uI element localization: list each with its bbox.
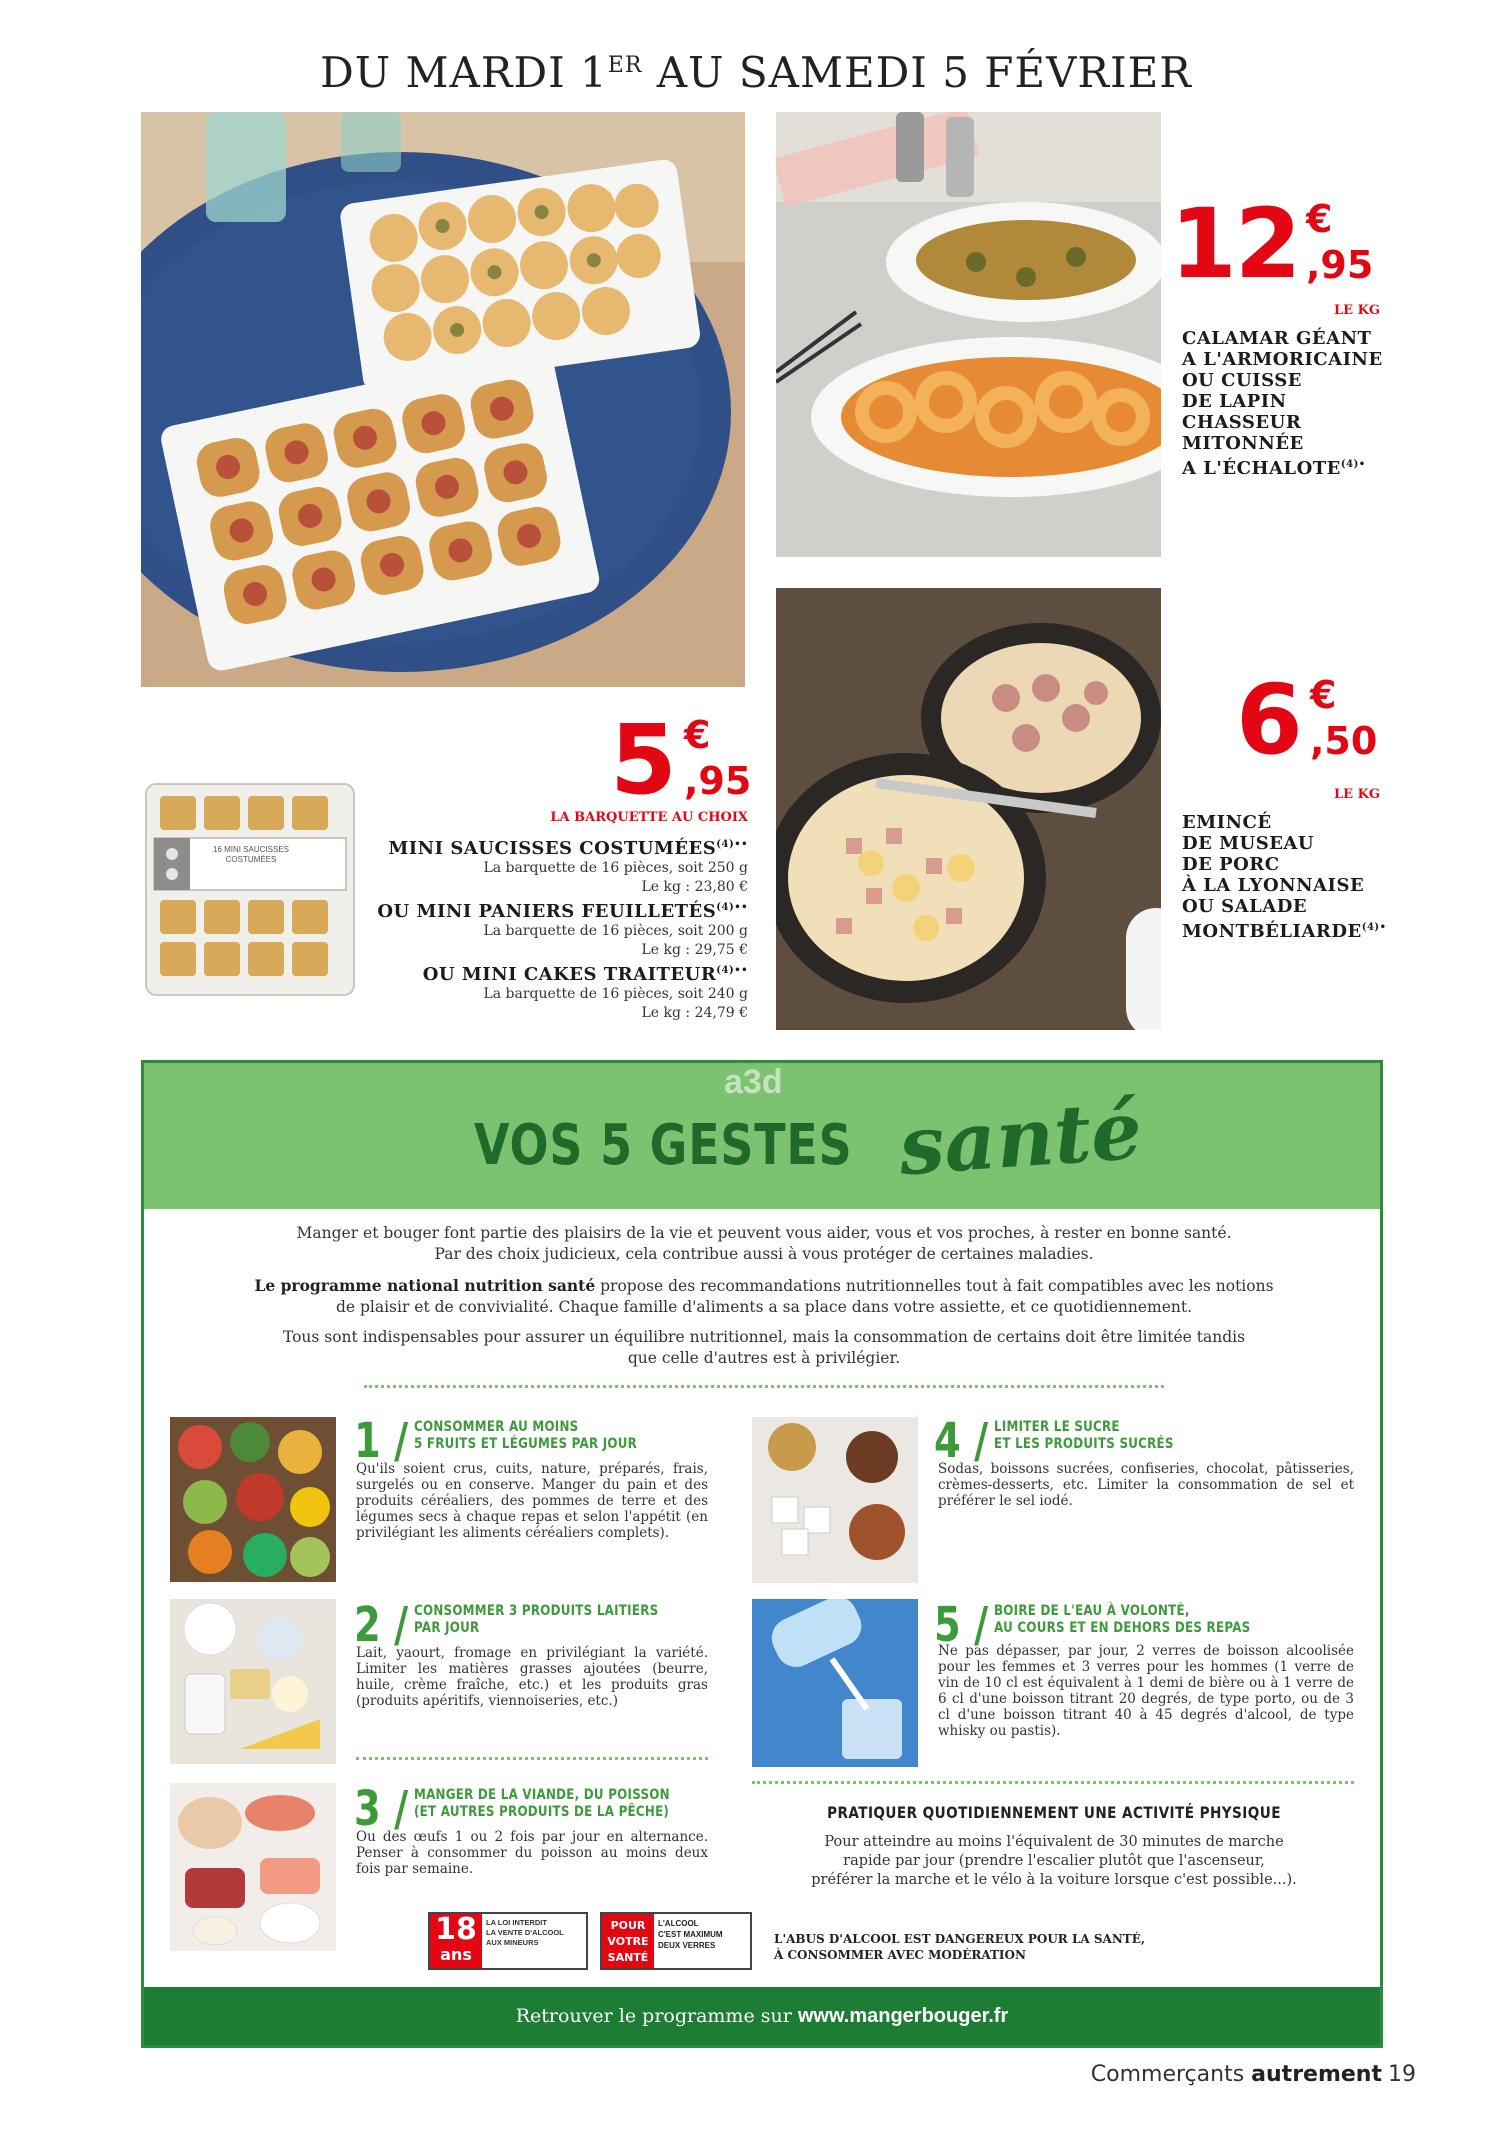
activity-text: Pour atteindre au moins l'équivalent de 30 minutes de marche rapide par jour (prendre l'escalier plutôt que l'ascenseur, préférer la marche et le vélo à la voiture lorsque c'est possible...).: [811, 1834, 1297, 1888]
header-date: DU MARDI 1ER AU SAMEDI 5 FÉVRIER: [320, 48, 1192, 97]
calamar-illustration: [776, 112, 1161, 557]
mini-item-1: MINI SAUCISSES $COSTUMÉES^{(4)••}$ La barquette de 16 pièces, soit 250 g Le kg : 23,80 €: [388, 838, 748, 895]
dairy-icon: [170, 1599, 336, 1764]
page-footer-brand: Commerçants autrement: [1090, 2062, 1382, 2087]
sante-box: [141, 1060, 1383, 2048]
mangerbouger-link[interactable]: www.mangerbouger.fr: [797, 2005, 1009, 2027]
package-label: 16 MINI SAUCISSES COSTUMÉES: [212, 845, 290, 864]
emince-title: EMINCÉ DE MUSEAU DE PORC À LA LYONNAISE OU SALADE $MONTBÉLIARDE^{(4)•}$: [1182, 812, 1387, 942]
sante-header: [144, 1063, 1380, 1209]
logo-pour-votre-sante: POUR VOTRE SANTÉ L'ALCOOL C'EST MAXIMUM DEUX VERRES: [600, 1912, 752, 1970]
geste-1-number: 1 /: [354, 1413, 409, 1469]
geste-3-heading: MANGER DE LA VIANDE, DU POISSON (ET AUTRES PRODUITS DE LA PÊCHE): [414, 1787, 670, 1820]
divider-left: [356, 1757, 708, 1760]
geste-3-number: 3 /: [354, 1781, 409, 1837]
calamar-photo: [776, 112, 1161, 557]
watermark: a3d: [724, 1063, 783, 1101]
geste-5-number: 5 /: [934, 1597, 989, 1653]
mini-package-photo: [144, 782, 356, 997]
sugar-icon: [752, 1417, 918, 1583]
mini-package-illustration: [144, 782, 356, 997]
mini-item-3: OU MINI CAKES $TRAITEUR^{(4)••}$ La barquette de 16 pièces, soit 240 g Le kg : 24,79 €: [422, 964, 748, 1021]
geste-4-image: [752, 1417, 918, 1583]
page-number: 19: [1388, 2062, 1416, 2087]
emince-unit: LE KG: [1334, 787, 1380, 802]
mini-unit: LA BARQUETTE AU CHOIX: [550, 810, 748, 825]
calamar-unit: LE KG: [1334, 303, 1380, 318]
mini-price: 5 € ,95: [610, 704, 752, 816]
calamar-price: 12 € ,95: [1170, 188, 1374, 300]
geste-5-heading: BOIRE DE L'EAU À VOLONTÉ, AU COURS ET EN DEHORS DES REPAS: [994, 1603, 1251, 1636]
mini-item-2: OU MINI PANIERS $FEUILLETÉS^{(4)••}$ La barquette de 16 pièces, soit 200 g Le kg : 29,75 €: [377, 901, 748, 958]
geste-3-text: Ou des œufs 1 ou 2 fois par jour en alternance. Penser à consommer du poisson au moins deux fois par semaine.: [356, 1829, 708, 1877]
divider: [364, 1385, 1164, 1388]
vegetables-icon: [170, 1417, 336, 1582]
sante-footer: Retrouver le programme sur www.mangerbouger.fr: [144, 1987, 1380, 2045]
sante-intro-2: Le programme national nutrition santé propose des recommandations nutritionnelles tout à fait compatibles avec les notions de plaisir et de convivialité. Chaque famille d'aliments a sa place dans votre assiette, et ce quotidiennement.: [254, 1276, 1274, 1316]
activity-title: PRATIQUER QUOTIDIENNEMENT UNE ACTIVITÉ PHYSIQUE: [827, 1803, 1281, 1822]
mini-snacks-photo: [141, 112, 745, 687]
geste-1-text: Qu'ils soient crus, cuits, nature, préparés, frais, surgelés ou en conserve. Manger du pain et des produits céréaliers, des pommes de terre et des légumes secs à chaque repas et selon l'appétit (en privilégiant les aliments céréaliers complets).: [356, 1461, 708, 1541]
sante-title-script: santé: [896, 1082, 1145, 1194]
geste-4-number: 4 /: [934, 1413, 989, 1469]
sante-intro-3: Tous sont indispensables pour assurer un équilibre nutritionnel, mais la consommation de certains doit être limitée tandis que celle d'autres est à privilégier.: [282, 1328, 1246, 1367]
geste-2-image: [170, 1599, 336, 1764]
geste-2-number: 2 /: [354, 1597, 409, 1653]
sante-intro-1: Manger et bouger font partie des plaisirs de la vie et peuvent vous aider, vous et vos proches, à rester en bonne santé. Par des choix judicieux, cela contribue aussi à vous protéger de certaines maladies.: [296, 1224, 1232, 1263]
mini-items: [376, 834, 748, 1023]
geste-3-image: [170, 1783, 336, 1951]
emince-illustration: [776, 588, 1161, 1030]
water-icon: [752, 1599, 918, 1767]
calamar-title: CALAMAR GÉANT A L'ARMORICAINE OU CUISSE DE LAPIN CHASSEUR MITONNÉE A $L'ÉCHALOTE^{(4)•}$: [1182, 328, 1383, 479]
alcohol-warning: L'ABUS D'ALCOOL EST DANGEREUX POUR LA SANTÉ, À CONSOMMER AVEC MODÉRATION: [774, 1932, 1146, 1962]
geste-1-image: [170, 1417, 336, 1582]
geste-2-heading: CONSOMMER 3 PRODUITS LAITIERS PAR JOUR: [414, 1603, 659, 1636]
geste-5-image: [752, 1599, 918, 1767]
geste-2-text: Lait, yaourt, fromage en privilégiant la variété. Limiter les matières grasses ajoutées (beurre, huile, crème fraîche, etc.) et les produits gras (produits apéritifs, viennoiseries, etc.): [356, 1645, 708, 1709]
geste-1-heading: CONSOMMER AU MOINS 5 FRUITS ET LÉGUMES PAR JOUR: [414, 1419, 638, 1452]
divider-right: [752, 1781, 1354, 1784]
geste-5-text: Ne pas dépasser, par jour, 2 verres de boisson alcoolisée pour les femmes et 3 verres pour les hommes (1 verre de vin de 10 cl est équivalent à 1 demi de bière ou à 1 verre de 6 cl d'une boisson titrant 20 degrés, de type porto, ou de 3 cl d'une boisson titrant 40 à 45 degrés d'alcool, de type whisky ou pastis).: [938, 1643, 1354, 1739]
emince-photo: [776, 588, 1161, 1030]
meat-fish-icon: [170, 1783, 336, 1951]
logo-18-ans: 18 ans LA LOI INTERDIT LA VENTE D'ALCOOL AUX MINEURS: [428, 1912, 588, 1970]
geste-4-heading: LIMITER LE SUCRE ET LES PRODUITS SUCRÉS: [994, 1419, 1174, 1452]
geste-4-text: Sodas, boissons sucrées, confiseries, chocolat, pâtisseries, crèmes-desserts, etc. Limiter la consommation de sel et préférer le sel iodé.: [938, 1461, 1354, 1509]
emince-price: 6 € ,50: [1236, 664, 1378, 776]
mini-snacks-illustration: [141, 112, 745, 687]
sante-title: VOS 5 GESTES: [474, 1113, 853, 1178]
